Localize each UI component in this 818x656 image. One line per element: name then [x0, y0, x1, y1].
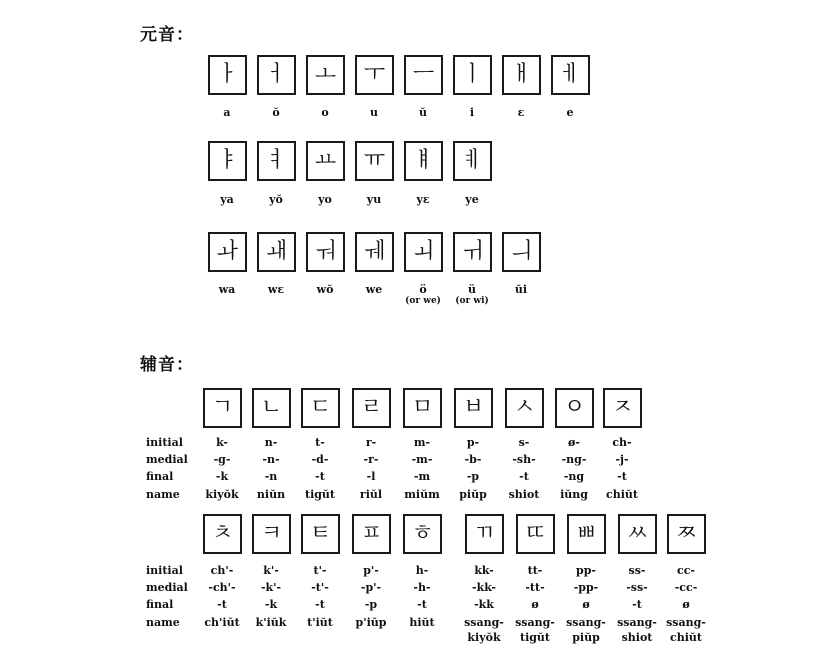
consonant-final: -l — [366, 470, 376, 483]
row-label-initial: initial — [146, 436, 183, 449]
consonant-box: ㅈ — [603, 388, 642, 428]
consonant-medial: -ss- — [626, 581, 648, 594]
consonant-final: -t — [632, 598, 642, 611]
consonant-name: p'iŭp — [355, 616, 387, 629]
consonant-final: -kk — [474, 598, 494, 611]
consonant-initial: k- — [216, 436, 228, 449]
row-label-name: name — [146, 488, 180, 501]
consonant-name: t'iŭt — [307, 616, 333, 629]
vowel-box: ㅜ — [355, 55, 394, 95]
vowel-box: ㅘ — [208, 232, 247, 272]
vowel-box: ㅢ — [502, 232, 541, 272]
row-label-medial: medial — [146, 453, 188, 466]
row-label-medial: medial — [146, 581, 188, 594]
vowel-box: ㅑ — [208, 141, 247, 181]
vowel-romanization: wa — [218, 283, 236, 296]
vowel-box: ㅠ — [355, 141, 394, 181]
consonant-final: -k — [264, 598, 278, 611]
vowel-romanization: yu — [366, 193, 382, 206]
consonant-medial: -d- — [311, 453, 329, 466]
consonant-medial: -h- — [413, 581, 431, 594]
vowel-romanization: we — [365, 283, 383, 296]
consonant-medial: -k'- — [260, 581, 282, 594]
consonants-heading: 辅音： — [140, 355, 194, 375]
consonant-final: -t — [417, 598, 427, 611]
vowels-heading: 元音： — [140, 25, 194, 45]
consonant-medial: -ch'- — [208, 581, 236, 594]
consonant-name: ssang- — [617, 616, 657, 629]
consonant-box: ㅊ — [203, 514, 242, 554]
vowel-box: ㅒ — [404, 141, 443, 181]
consonant-name-line2: tigŭt — [519, 631, 551, 644]
consonant-box: ㅁ — [403, 388, 442, 428]
consonant-medial: -kk- — [472, 581, 496, 594]
consonant-box: ㅆ — [618, 514, 657, 554]
vowel-romanization: yo — [318, 193, 332, 206]
consonant-box: ㅇ — [555, 388, 594, 428]
consonant-initial: pp- — [576, 564, 596, 577]
consonant-final: ø — [582, 598, 590, 611]
consonant-name: ssang- — [515, 616, 555, 629]
consonant-box: ㅃ — [567, 514, 606, 554]
consonant-initial: ch'- — [210, 564, 234, 577]
consonant-box: ㅂ — [454, 388, 493, 428]
vowel-romanization: ε — [517, 106, 525, 119]
consonant-initial: t- — [315, 436, 325, 449]
row-label-name: name — [146, 616, 180, 629]
vowel-note: (or wi) — [455, 296, 489, 306]
consonant-final: -t — [315, 598, 325, 611]
consonant-final: ø — [531, 598, 539, 611]
consonant-final: -t — [617, 470, 627, 483]
consonant-initial: s- — [518, 436, 530, 449]
consonant-medial: -t'- — [311, 581, 329, 594]
vowel-romanization: ü — [468, 283, 476, 296]
vowel-romanization: ö — [419, 283, 427, 296]
vowel-romanization: wε — [267, 283, 285, 296]
consonant-initial: h- — [415, 564, 429, 577]
vowel-romanization: ya — [220, 193, 234, 206]
vowel-box: ㅚ — [404, 232, 443, 272]
consonant-name-line2: shiot — [621, 631, 653, 644]
vowel-romanization: a — [223, 106, 231, 119]
consonant-final: -k — [215, 470, 229, 483]
consonant-name: kiyŏk — [205, 488, 239, 501]
vowel-box: ㅗ — [306, 55, 345, 95]
consonant-name: shiot — [508, 488, 540, 501]
vowel-box: ㅓ — [257, 55, 296, 95]
consonant-initial: kk- — [474, 564, 494, 577]
consonant-final: -p — [466, 470, 480, 483]
consonant-box: ㄸ — [516, 514, 555, 554]
consonant-name: miŭm — [404, 488, 440, 501]
vowel-box: ㅣ — [453, 55, 492, 95]
vowel-romanization: u — [370, 106, 378, 119]
consonant-name: ssang- — [464, 616, 504, 629]
consonant-box: ㅋ — [252, 514, 291, 554]
consonant-name: ch'iŭt — [204, 616, 240, 629]
consonant-name: chiŭt — [606, 488, 638, 501]
consonant-medial: -m- — [411, 453, 433, 466]
vowel-romanization: o — [321, 106, 329, 119]
vowel-box: ㅏ — [208, 55, 247, 95]
vowel-box: ㅕ — [257, 141, 296, 181]
consonant-initial: ø- — [568, 436, 580, 449]
vowel-box: ㅖ — [453, 141, 492, 181]
vowel-romanization: ye — [465, 193, 479, 206]
row-label-final: final — [146, 470, 174, 483]
consonant-medial: -g- — [213, 453, 231, 466]
vowel-romanization: wŏ — [316, 283, 334, 296]
consonant-box: ㅎ — [403, 514, 442, 554]
consonant-name-line2: kiyŏk — [467, 631, 501, 644]
consonant-medial: -n- — [262, 453, 280, 466]
vowel-romanization: e — [566, 106, 574, 119]
consonant-name-line2: piŭp — [572, 631, 600, 644]
consonant-final: -t — [217, 598, 227, 611]
consonant-name: tigŭt — [304, 488, 336, 501]
consonant-name-line2: chiŭt — [670, 631, 702, 644]
consonant-initial: n- — [264, 436, 278, 449]
consonant-box: ㄴ — [252, 388, 291, 428]
consonant-medial: -ng- — [561, 453, 587, 466]
consonant-initial: t'- — [313, 564, 327, 577]
consonant-box: ㄲ — [465, 514, 504, 554]
consonant-name: piŭp — [459, 488, 487, 501]
vowel-romanization: yε — [416, 193, 430, 206]
vowel-box: ㅝ — [306, 232, 345, 272]
consonant-initial: cc- — [677, 564, 695, 577]
consonant-initial: ch- — [612, 436, 632, 449]
consonant-final: -ng — [563, 470, 585, 483]
vowel-box: ㅙ — [257, 232, 296, 272]
vowel-box: ㅔ — [551, 55, 590, 95]
consonant-final: -p — [364, 598, 378, 611]
consonant-initial: ss- — [628, 564, 646, 577]
consonant-initial: m- — [413, 436, 431, 449]
consonant-final: -t — [315, 470, 325, 483]
vowel-romanization: ŏ — [272, 106, 280, 119]
consonant-name: ssang- — [566, 616, 606, 629]
consonant-medial: -b- — [464, 453, 482, 466]
consonant-name: ssang- — [666, 616, 706, 629]
vowel-romanization: ŭi — [514, 283, 528, 296]
consonant-box: ㅉ — [667, 514, 706, 554]
consonant-box: ㄷ — [301, 388, 340, 428]
consonant-name: riŭl — [359, 488, 383, 501]
consonant-final: ø — [682, 598, 690, 611]
consonant-medial: -tt- — [525, 581, 545, 594]
vowel-romanization: i — [469, 106, 475, 119]
consonant-final: -n — [264, 470, 278, 483]
consonant-medial: -p'- — [360, 581, 382, 594]
consonant-final: -m — [413, 470, 431, 483]
vowel-box: ㅟ — [453, 232, 492, 272]
vowel-box: ㅞ — [355, 232, 394, 272]
row-label-final: final — [146, 598, 174, 611]
row-label-initial: initial — [146, 564, 183, 577]
consonant-box: ㅌ — [301, 514, 340, 554]
consonant-initial: p- — [466, 436, 480, 449]
consonant-name: hiŭt — [409, 616, 435, 629]
consonant-initial: k'- — [263, 564, 279, 577]
vowel-box: ㅛ — [306, 141, 345, 181]
consonant-box: ㄱ — [203, 388, 242, 428]
consonant-medial: -r- — [363, 453, 379, 466]
vowel-romanization: ŭ — [419, 106, 427, 119]
consonant-medial: -pp- — [573, 581, 599, 594]
consonant-name: iŭng — [560, 488, 588, 501]
vowel-note: (or we) — [405, 296, 441, 306]
consonant-initial: p'- — [363, 564, 379, 577]
consonant-medial: -cc- — [674, 581, 698, 594]
vowel-box: ㅐ — [502, 55, 541, 95]
vowel-romanization: yŏ — [269, 193, 283, 206]
consonant-box: ㅅ — [505, 388, 544, 428]
consonant-box: ㅍ — [352, 514, 391, 554]
consonant-initial: r- — [365, 436, 377, 449]
consonant-box: ㄹ — [352, 388, 391, 428]
consonant-initial: tt- — [527, 564, 543, 577]
consonant-name: k'iŭk — [255, 616, 287, 629]
consonant-final: -t — [519, 470, 529, 483]
vowel-box: ㅡ — [404, 55, 443, 95]
consonant-medial: -j- — [615, 453, 629, 466]
consonant-medial: -sh- — [512, 453, 536, 466]
consonant-name: niŭn — [256, 488, 286, 501]
